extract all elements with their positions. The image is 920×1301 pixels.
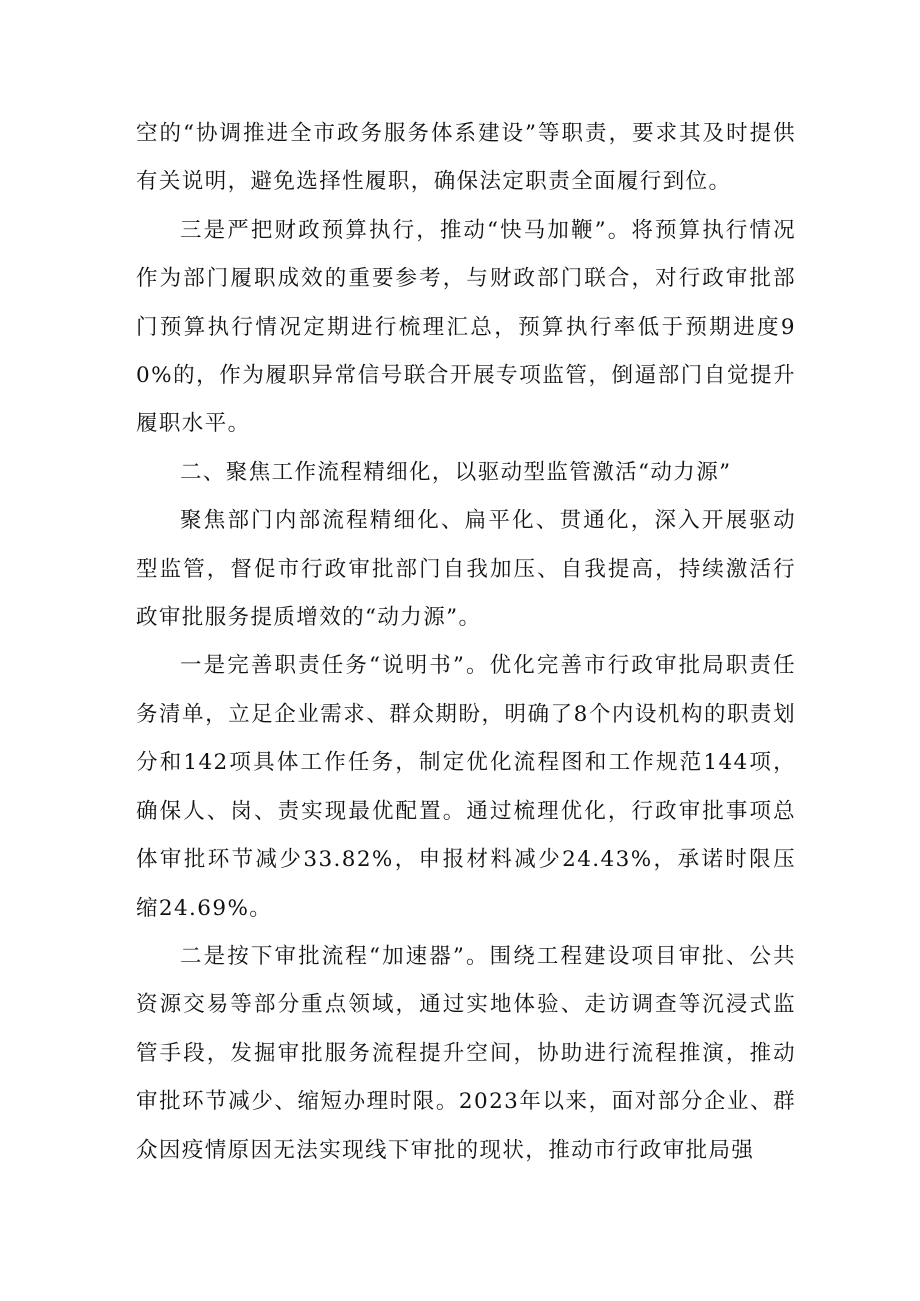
paragraph-budget-execution: 三是严把财政预算执行，推动“快马加鞭”。将预算执行情况作为部门履职成效的重要参考，与财政部门联合，对行政审批部门预算执行情况定期进行梳理汇总，预算执行率低于预期进度90%的，作为履职异常信号联合开展专项监管，倒逼部门自觉提升履职水平。: [136, 217, 796, 437]
paragraph-approval-accelerator: 二是按下审批流程“加速器”。围绕工程建设项目审批、公共资源交易等部分重点领域，通过实地体验、走访调查等沉浸式监管手段，发掘审批服务流程提升空间，协助进行流程推演，推动审批环节减少、缩短办理时限。2023年以来，面对部分企业、群众因疫情原因无法实现线下审批的现状，推动市行政审批局强: [136, 943, 796, 1163]
section-heading-workflow: 二、聚焦工作流程精细化，以驱动型监管激活“动力源”: [180, 459, 732, 485]
paragraph-workflow-intro: 聚焦部门内部流程精细化、扁平化、贯通化，深入开展驱动型监管，督促市行政审批部门自我加压、自我提高，持续激活行政审批服务提质增效的“动力源”。: [136, 508, 796, 631]
document-body: [136, 110, 796, 1175]
paragraph-continuation: 空的“协调推进全市政务服务体系建设”等职责，要求其及时提供有关说明，避免选择性履职，确保法定职责全面履行到位。: [136, 121, 796, 195]
paragraph-duty-manual: 一是完善职责任务“说明书”。优化完善市行政审批局职责任务清单，立足企业需求、群众期盼，明确了8个内设机构的职责划分和142项具体工作任务，制定优化流程图和工作规范144项，确保人、岗、责实现最优配置。通过梳理优化，行政审批事项总体审批环节减少33.82%，申报材料减少24.43%，承诺时限压缩24.69%。: [136, 653, 796, 921]
